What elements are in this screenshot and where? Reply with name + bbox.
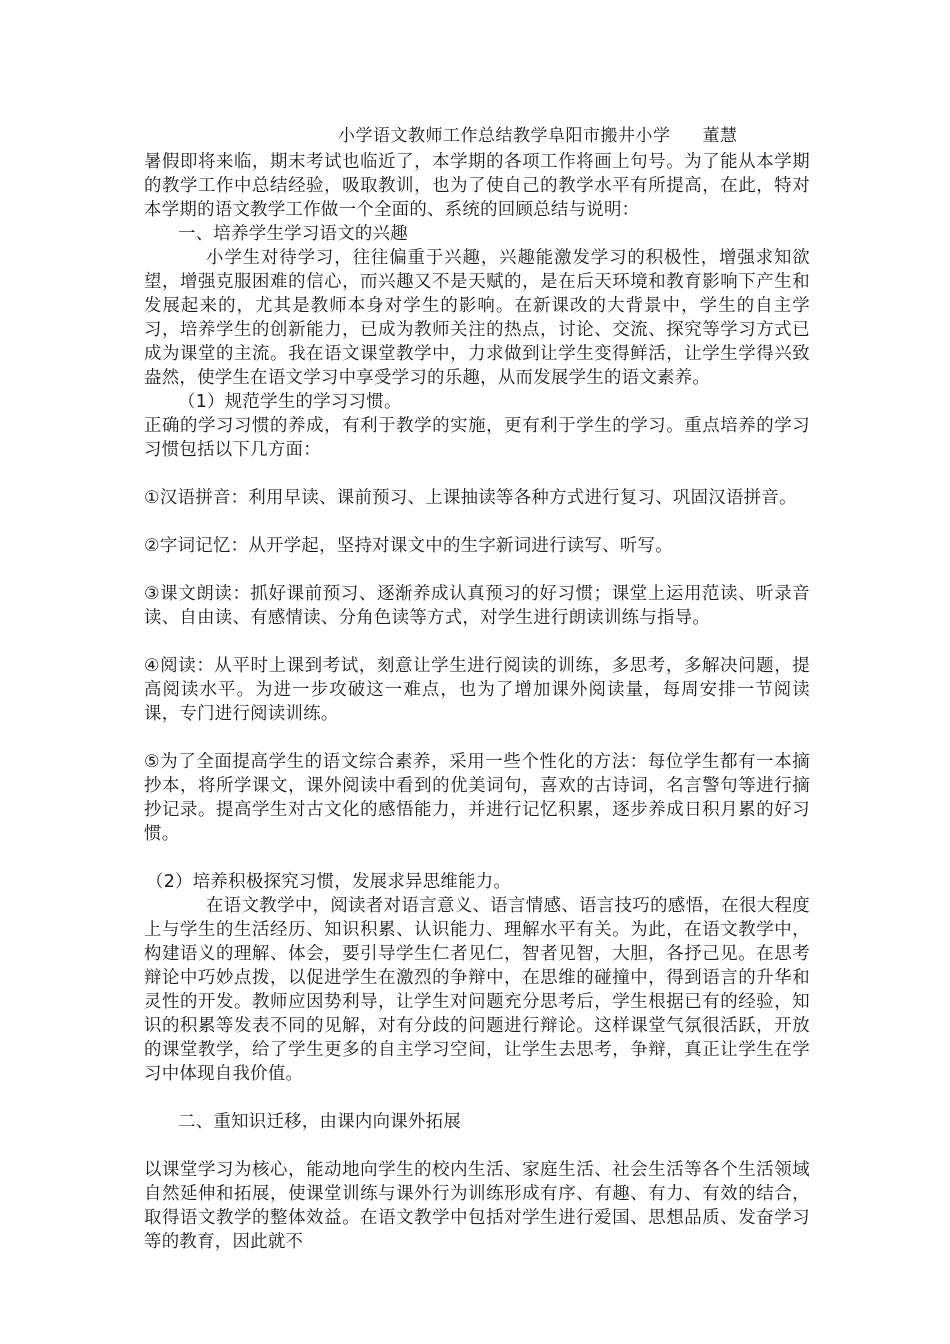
intro-paragraph: 暑假即将来临，期末考试也临近了，本学期的各项工作将画上句号。为了能从本学期的教学工作中总结经验，吸取教训，也为了使自己的教学水平有所提高，在此，特对本学期的语文教学工作做一个全面的、系统的回顾总结与说明：: [144, 152, 810, 220]
document-title-line: [338, 124, 738, 148]
section-heading-2: 二、重知识迁移，由课内向课外拓展: [178, 1112, 462, 1132]
list-item-vocabulary: ②字词记忆：从开学起，坚持对课文中的生字新词进行读写、听写。: [144, 536, 673, 556]
list-item-pinyin: ①汉语拼音：利用早读、课前预习、上课抽读等各种方式进行复习、巩固汉语拼音。: [144, 488, 797, 508]
document-body: [144, 150, 810, 1254]
document-title: 小学语文教师工作总结教学阜阳市搬井小学: [338, 126, 671, 146]
list-item-excerpts: ⑤为了全面提高学生的语文综合素养，采用一些个性化的方法：每位学生都有一本摘抄本，将所学课文，课外阅读中看到的优美词句，喜欢的古诗词，名言警句等进行摘抄记录。提高学生对古文化的感悟能力，并进行记忆积累，逐步养成日积月累的好习惯。: [144, 752, 810, 844]
subsection-heading-2: （2）培养积极探究习惯，发展求异思维能力。: [146, 872, 512, 892]
subsection-heading-1: （1）规范学生的学习习惯。: [178, 392, 402, 412]
habits-paragraph: 正确的学习习惯的养成，有利于教学的实施，更有利于学生的学习。重点培养的学习习惯包括以下几方面：: [144, 416, 810, 460]
section-1-paragraph: 小学生对待学习，往往偏重于兴趣，兴趣能激发学习的积极性，增强求知欲望，增强克服困难的信心，而兴趣又不是天赋的，是在后天环境和教育影响下产生和发展起来的，尤其是教师本身对学生的影响。在新课改的大背景中，学生的自主学习，培养学生的创新能力，已成为教师关注的热点，讨论、交流、探究等学习方式已成为课堂的主流。我在语文课堂教学中，力求做到让学生变得鲜活，让学生学得兴致盎然，使学生在语文学习中享受学习的乐趣，从而发展学生的语文素养。: [144, 248, 810, 388]
section-2-paragraph: 以课堂学习为核心，能动地向学生的校内生活、家庭生活、社会生活等各个生活领域自然延伸和拓展，使课堂训练与课外行为训练形成有序、有趣、有力、有效的结合，取得语文教学的整体效益。在语文教学中包括对学生进行爱国、思想品质、发奋学习等的教育，因此就不: [144, 1160, 810, 1252]
list-item-reading-aloud: ③课文朗读：抓好课前预习、逐渐养成认真预习的好习惯；课堂上运用范读、听录音读、自由读、有感情读、分角色读等方式，对学生进行朗读训练与指导。: [144, 584, 810, 628]
document-author: 董慧: [702, 126, 738, 146]
section-heading-1: 一、培养学生学习语文的兴趣: [178, 224, 408, 244]
inquiry-paragraph: 在语文教学中，阅读者对语言意义、语言情感、语言技巧的感悟，在很大程度上与学生的生活经历、知识积累、认识能力、理解水平有关。为此，在语文教学中，构建语义的理解、体会，要引导学生仁者见仁，智者见智，大胆，各抒己见。在思考辩论中巧妙点拨，以促进学生在激烈的争辩中，在思维的碰撞中，得到语言的升华和灵性的开发。教师应因势利导，让学生对问题充分思考后，学生根据已有的经验，知识的积累等发表不同的见解，对有分歧的问题进行辩论。这样课堂气氛很活跃，开放的课堂教学，给了学生更多的自主学习空间，让学生去思考，争辩，真正让学生在学习中体现自我价值。: [144, 896, 810, 1084]
list-item-reading: ④阅读：从平时上课到考试，刻意让学生进行阅读的训练，多思考，多解决问题，提高阅读水平。为进一步攻破这一难点，也为了增加课外阅读量，每周安排一节阅读课，专门进行阅读训练。: [144, 656, 810, 724]
